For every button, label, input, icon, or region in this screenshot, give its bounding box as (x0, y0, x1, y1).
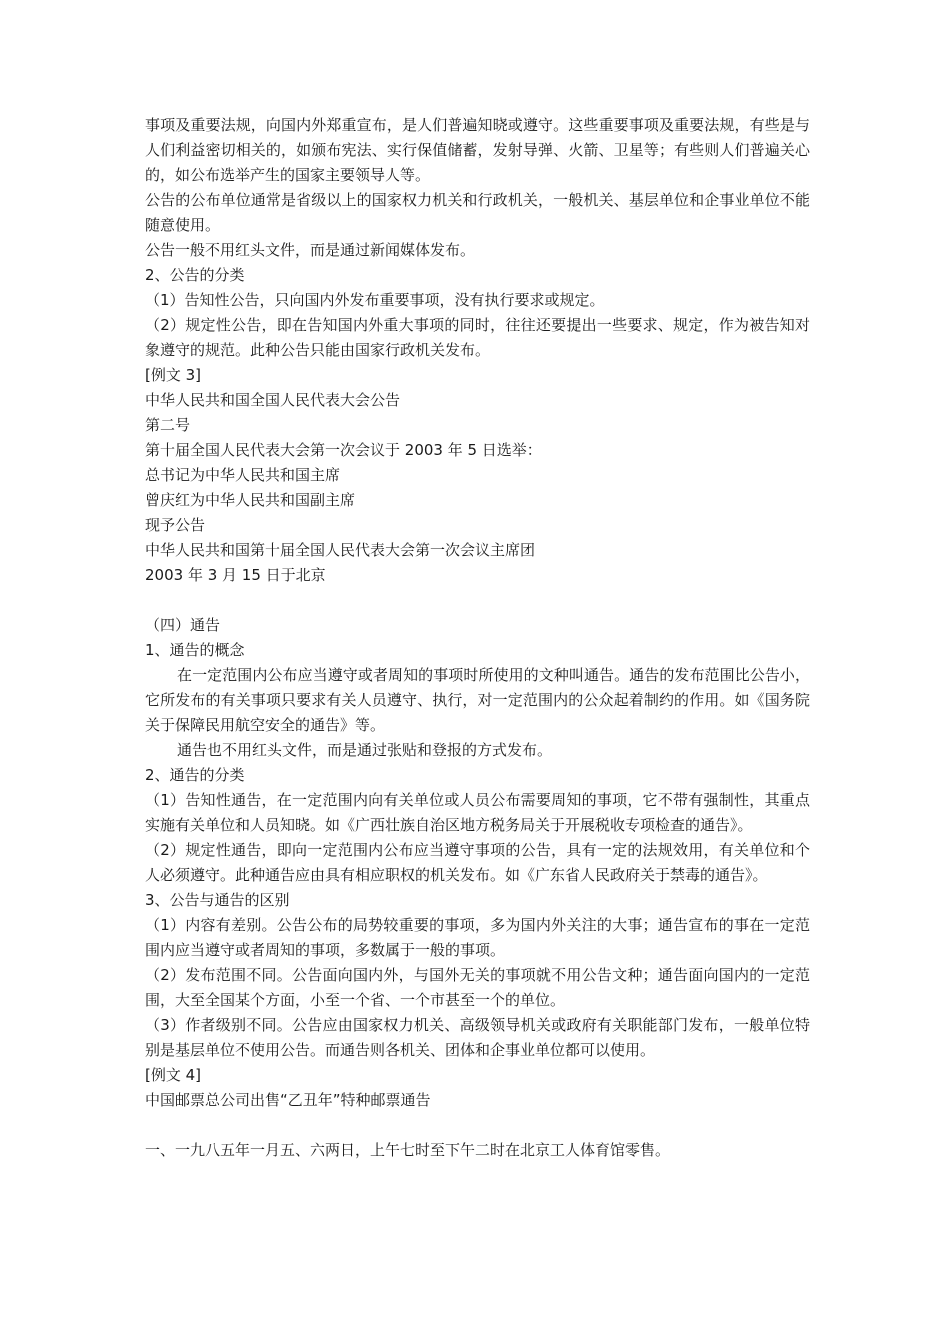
heading-notice-types: 2、通告的分类 (145, 766, 245, 784)
example-president-line: 总书记为中华人民共和国主席 (145, 466, 341, 484)
paragraph-announcement-media: 公告一般不用红头文件，而是通过新闻媒体发布。 (145, 241, 476, 259)
heading-notice-concept: 1、通告的概念 (145, 641, 245, 659)
example-vice-president-line: 曾庆红为中华人民共和国副主席 (145, 491, 356, 509)
blank-line (145, 588, 810, 613)
list-item-content-difference: （1）内容有差别。公告公布的局势较重要的事项，多为国内外关注的大事；通告宣布的事在一定范围内应当遵守或者周知的事项，多数属于一般的事项。 (145, 916, 810, 959)
paragraph-announcement-issuer: 公告的公布单位通常是省级以上的国家权力机关和行政机关，一般机关、基层单位和企事业单位不能随意使用。 (145, 191, 810, 234)
list-item-author-difference: （3）作者级别不同。公告应由国家权力机关、高级领导机关或政府有关职能部门发布，一般单位特别是基层单位不使用公告。而通告则各机关、团体和企事业单位都可以使用。 (145, 1016, 810, 1059)
example-announcement-closing: 现予公告 (145, 516, 206, 534)
list-item-scope-difference: （2）发布范围不同。公告面向国内外，与国外无关的事项就不用公告文种；通告面向国内的一定范围，大至全国某个方面，小至一个省、一个市甚至一个的单位。 (145, 966, 810, 1009)
example-label-4: [例文 4] (145, 1066, 202, 1084)
example-number: 第二号 (145, 416, 191, 434)
example-election-line: 第十届全国人民代表大会第一次会议于 2003 年 5 日选举： (145, 441, 542, 459)
heading-announcement-types: 2、公告的分类 (145, 266, 245, 284)
example-title-stamp-notice: 中国邮票总公司出售“乙丑年”特种邮票通告 (145, 1091, 431, 1109)
example-stamp-sale-item-1: 一、一九八五年一月五、六两日，上午七时至下午二时在北京工人体育馆零售。 (145, 1141, 671, 1159)
example-issuer-presidium: 中华人民共和国第十届全国人民代表大会第一次会议主席团 (145, 541, 536, 559)
heading-differences: 3、公告与通告的区别 (145, 891, 290, 909)
paragraph-notice-definition: 在一定范围内公布应当遵守或者周知的事项时所使用的文种叫通告。通告的发布范围比公告小，它所发布的有关事项只要求有关人员遵守、执行，对一定范围内的公众起着制约的作用。如《国务院关于保障民用航空安全的通告》等。 (145, 666, 810, 734)
example-label-3: [例文 3] (145, 366, 202, 384)
section-heading-notice: （四）通告 (145, 616, 221, 634)
list-item-informative-notice: （1）告知性通告，在一定范围内向有关单位或人员公布需要周知的事项，它不带有强制性，其重点实施有关单位和人员知晓。如《广西壮族自治区地方税务局关于开展税收专项检查的通告》。 (145, 791, 810, 834)
document-body (145, 113, 810, 1163)
list-item-informative-announcement: （1）告知性公告，只向国内外发布重要事项，没有执行要求或规定。 (145, 291, 605, 309)
paragraph-announcement-scope: 事项及重要法规，向国内外郑重宣布，是人们普遍知晓或遵守。这些重要事项及重要法规，有些是与人们利益密切相关的，如颁布宪法、实行保值储蓄，发射导弹、火箭、卫星等；有些则人们普遍关心的，如公布选举产生的国家主要领导人等。 (145, 116, 810, 184)
example-title-npc-announcement: 中华人民共和国全国人民代表大会公告 (145, 391, 401, 409)
example-date-place: 2003 年 3 月 15 日于北京 (145, 566, 326, 584)
paragraph-notice-publishing: 通告也不用红头文件，而是通过张贴和登报的方式发布。 (177, 741, 553, 759)
list-item-regulatory-notice: （2）规定性通告，即向一定范围内公布应当遵守事项的公告，具有一定的法规效用，有关单位和个人必须遵守。此种通告应由具有相应职权的机关发布。如《广东省人民政府关于禁毒的通告》。 (145, 841, 810, 884)
blank-line (145, 1113, 810, 1138)
list-item-regulatory-announcement: （2）规定性公告，即在告知国内外重大事项的同时，往往还要提出一些要求、规定，作为被告知对象遵守的规范。此种公告只能由国家行政机关发布。 (145, 316, 810, 359)
